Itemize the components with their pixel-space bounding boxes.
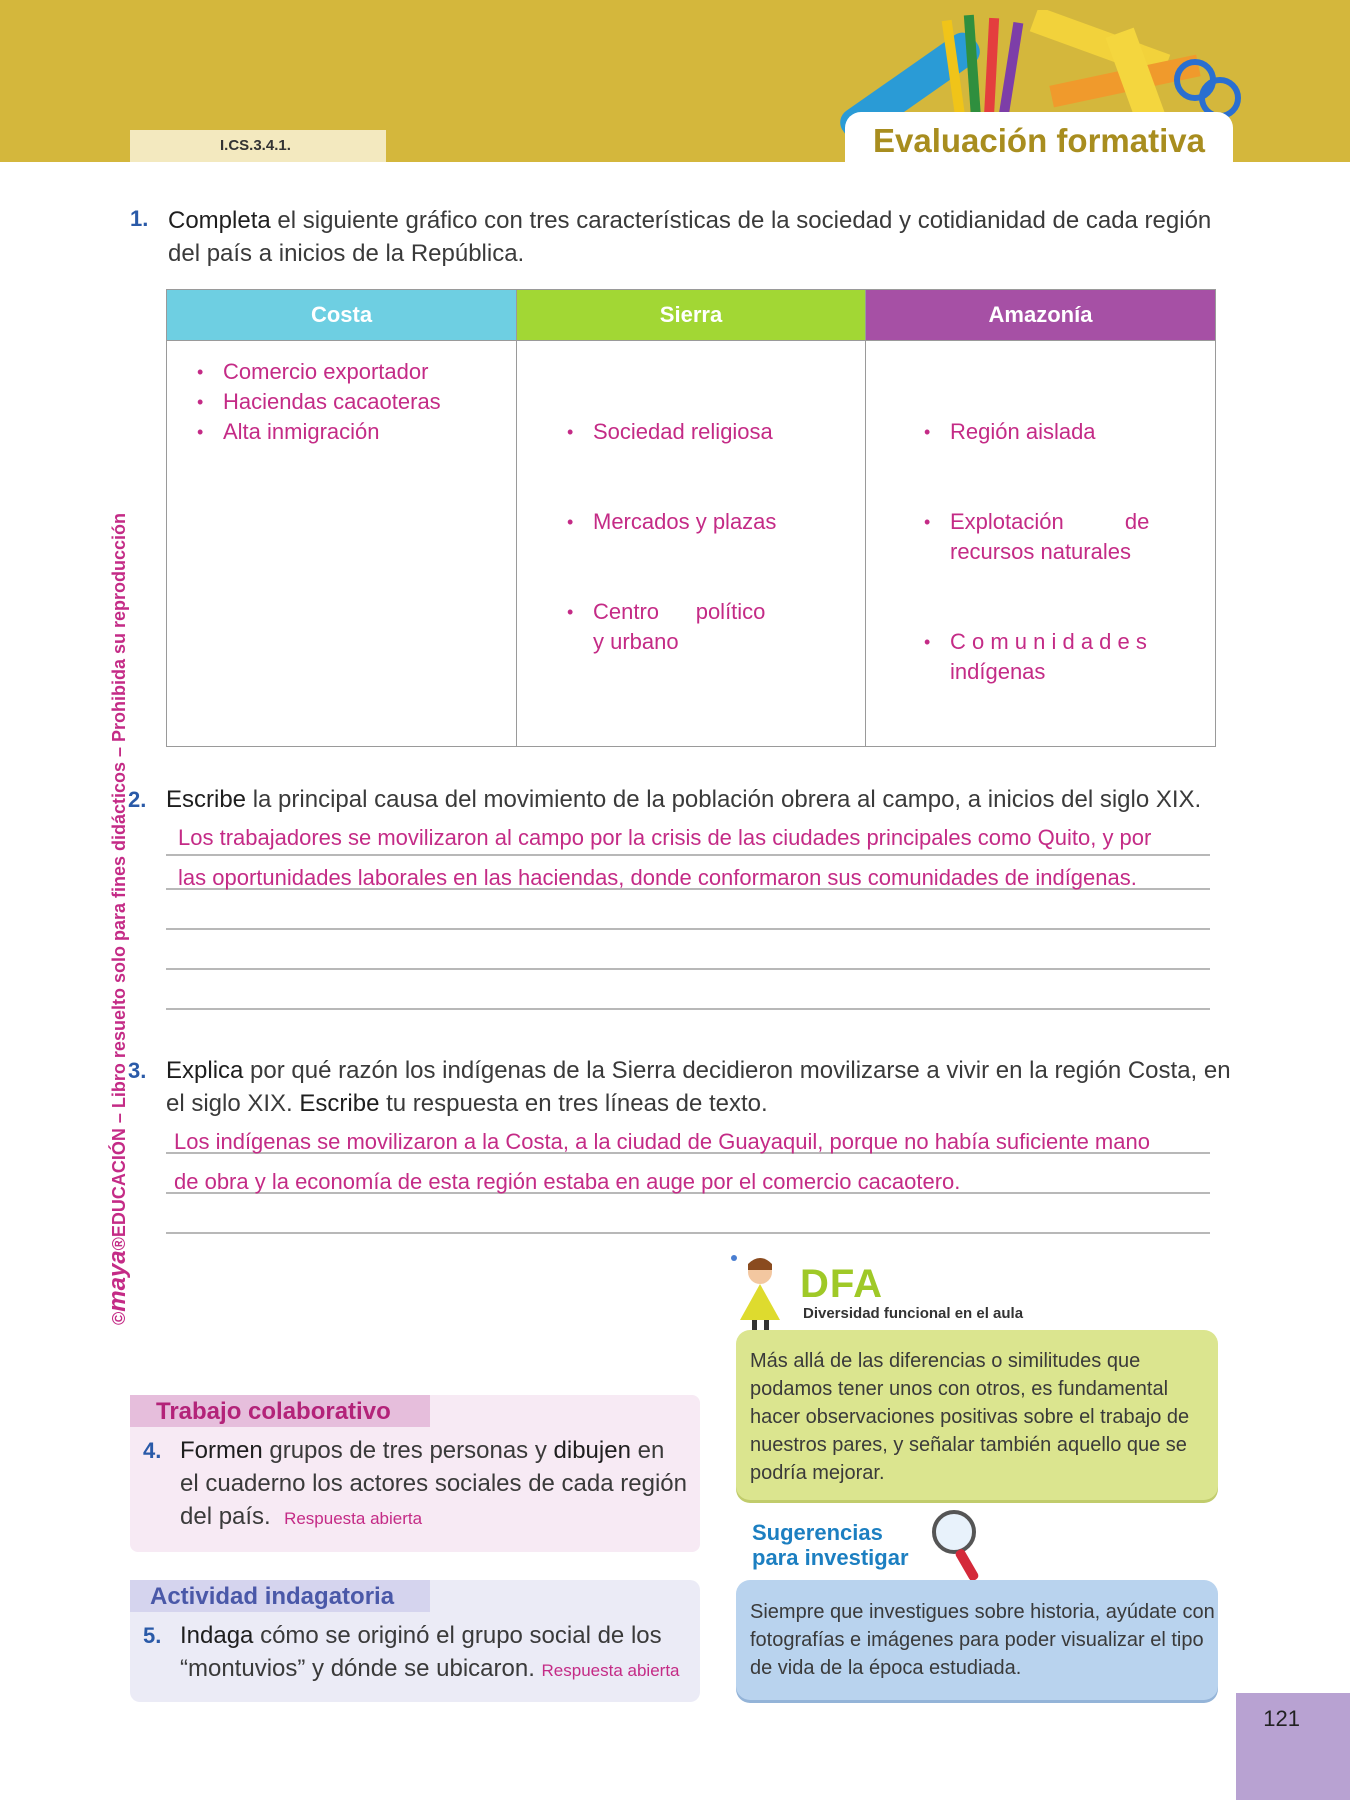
list-item: • Haciendas cacaoteras xyxy=(223,387,516,417)
dfa-subtitle: Diversidad funcional en el aula xyxy=(803,1305,1024,1322)
q4-text-2: en xyxy=(630,1437,665,1464)
suggestions-title xyxy=(752,1520,909,1570)
q4-text-3: el cuaderno los actores sociales de cada región xyxy=(180,1470,687,1497)
q1-text-2: del país a inicios de la República. xyxy=(168,240,525,267)
q2-prompt xyxy=(166,783,1256,816)
q3-number: 3. xyxy=(128,1058,147,1083)
list-item: • Región aislada xyxy=(950,417,1160,447)
q5-text-1: cómo se originó el grupo social de los xyxy=(253,1622,662,1649)
q3-verb-1: Explica xyxy=(166,1057,244,1084)
magnifier-icon xyxy=(928,1508,988,1588)
list-item: • Comercio exportador xyxy=(223,357,516,387)
region-table xyxy=(166,289,1216,747)
answer-line xyxy=(166,968,1210,970)
q4-text-1: grupos de tres personas y xyxy=(262,1437,554,1464)
list-item: • Explotación de recursos naturales xyxy=(950,507,1160,567)
q2-text: la principal causa del movimiento de la población obrera al campo, a inicios del siglo XIX. xyxy=(246,786,1202,813)
list-item: • C o m u n i d a d e s indígenas xyxy=(950,627,1160,687)
list-amazonia xyxy=(866,357,1160,747)
answer-line xyxy=(166,1232,1210,1234)
q5-text-2: “montuvios” y dónde se ubicaron. xyxy=(180,1655,535,1682)
copyright-text: ®EDUCACIÓN – Libro resuelto solo para fines didácticos – Prohibida su reproducción xyxy=(109,512,129,1251)
q5-verb: Indaga xyxy=(180,1622,254,1649)
suggestions-title-2: para investigar xyxy=(752,1545,909,1570)
q5-answer: Respuesta abierta xyxy=(541,1661,680,1680)
girl-illustration xyxy=(722,1250,802,1334)
dfa-text: Más allá de las diferencias o similitudes que podamos tener unos con otros, es fundamental hacer observaciones positivas sobre el trabajo de nuestros pares, y señalar también aquello que se podría mejorar. xyxy=(750,1350,1190,1484)
column-amazonia xyxy=(866,290,1215,746)
page-number: 121 xyxy=(1263,1706,1300,1731)
q4-text-4: del país. xyxy=(180,1503,271,1530)
q3-text-1: por qué razón los indígenas de la Sierra decidieron movilizarse a vivir en la región Costa, en xyxy=(243,1057,1231,1084)
section-title: Evaluación formativa xyxy=(845,112,1233,164)
q3-verb-2: Escribe xyxy=(299,1090,380,1117)
q5-number: 5. xyxy=(143,1623,162,1648)
header-costa: Costa xyxy=(167,290,516,341)
answer-line xyxy=(166,1008,1210,1010)
q3-prompt xyxy=(166,1054,1256,1120)
list-item: • Mercados y plazas xyxy=(593,507,783,537)
dfa-logo: DFA xyxy=(800,1262,883,1306)
copyright-sidebar xyxy=(104,425,132,1325)
header-amazonia: Amazonía xyxy=(866,290,1215,341)
column-costa xyxy=(167,290,517,746)
q2-number: 2. xyxy=(128,787,147,812)
q5-prompt xyxy=(180,1619,700,1687)
q3-answer-1: Los indígenas se movilizaron a la Costa, a la ciudad de Guayaquil, porque no había suficiente mano xyxy=(174,1129,1150,1154)
answer-line xyxy=(166,854,1210,856)
q4-verb-1: Formen xyxy=(180,1437,263,1464)
q3-text-3: tu respuesta en tres líneas de texto. xyxy=(379,1090,768,1117)
list-costa xyxy=(167,357,516,447)
brand-logo: maya xyxy=(104,1250,131,1312)
q3-answer-2: de obra y la economía de esta región estaba en auge por el comercio cacaotero. xyxy=(174,1169,961,1194)
q4-prompt xyxy=(180,1434,700,1535)
q1-prompt xyxy=(168,204,1248,270)
list-item: • Alta inmigración xyxy=(223,417,516,447)
suggestions-text: Siempre que investigues sobre historia, ayúdate con fotografías e imágenes para poder visualizar el tipo de vida de la época estudiada. xyxy=(750,1601,1215,1679)
list-item: • Centro político y urbano xyxy=(593,597,783,657)
q2-answer-2: las oportunidades laborales en las haciendas, donde conformaron sus comunidades de indígenas. xyxy=(178,865,1137,890)
copyright-symbol: © xyxy=(109,1311,129,1325)
q4-number: 4. xyxy=(143,1438,162,1463)
q2-verb: Escribe xyxy=(166,786,247,813)
q2-answer-1: Los trabajadores se movilizaron al campo por la crisis de las ciudades principales como Quito, y por xyxy=(178,825,1152,850)
collaborative-title: Trabajo colaborativo xyxy=(130,1395,430,1427)
answer-line xyxy=(166,928,1210,930)
q1-number: 1. xyxy=(130,206,149,231)
column-sierra xyxy=(517,290,866,746)
q3-text-2: el siglo XIX. xyxy=(166,1090,300,1117)
curriculum-code: I.CS.3.4.1. xyxy=(130,130,386,162)
header-sierra: Sierra xyxy=(517,290,865,341)
list-sierra xyxy=(517,357,803,717)
q1-text-1: el siguiente gráfico con tres características de la sociedad y cotidianidad de cada región xyxy=(270,207,1212,234)
q1-verb: Completa xyxy=(168,207,271,234)
suggestions-title-1: Sugerencias xyxy=(752,1520,883,1545)
inquiry-title: Actividad indagatoria xyxy=(130,1580,430,1612)
q4-verb-2: dibujen xyxy=(553,1437,631,1464)
list-item: • Sociedad religiosa xyxy=(593,417,783,447)
q4-answer: Respuesta abierta xyxy=(284,1509,423,1528)
